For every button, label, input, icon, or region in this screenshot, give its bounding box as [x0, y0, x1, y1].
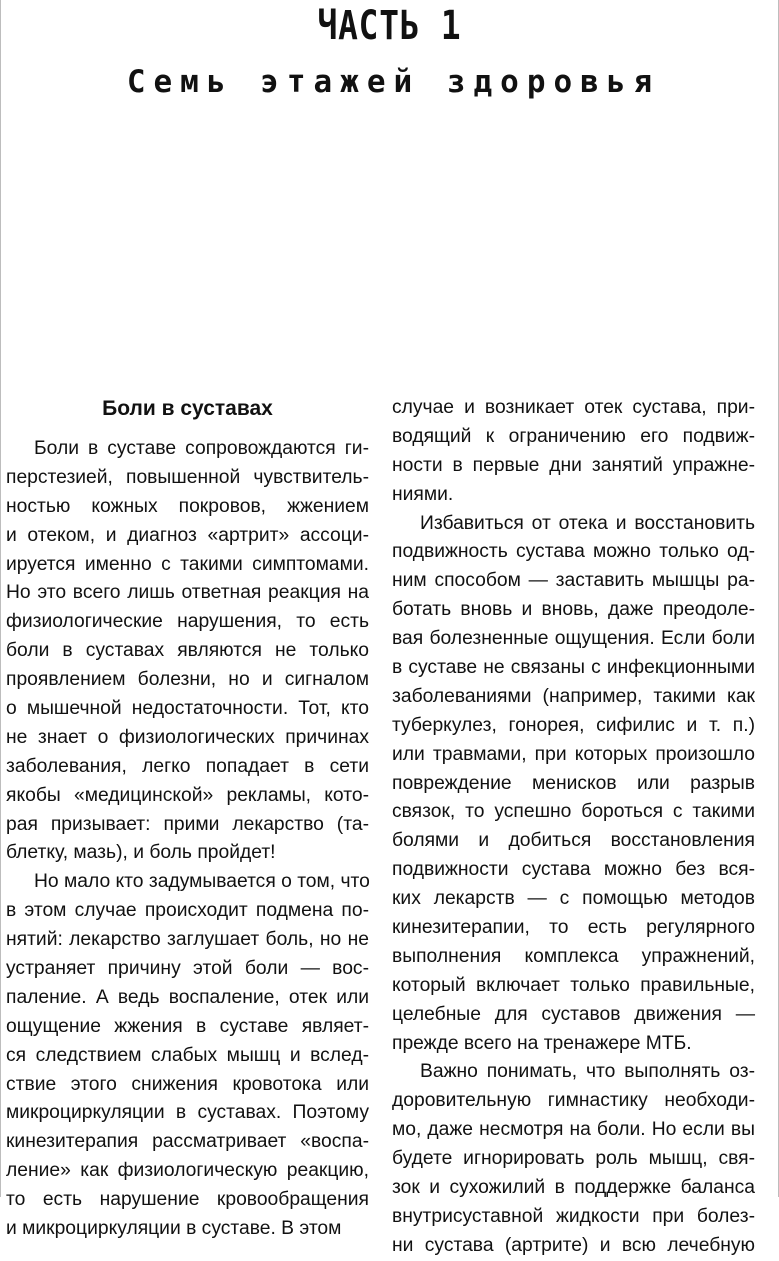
- text-line: случае и возникает отек сустава, при-: [392, 397, 755, 418]
- text-line: и микроциркуляции в суставе. В этом: [6, 1218, 342, 1240]
- left-column: [6, 394, 369, 1244]
- text-line: ним способом — заставить мышцы ра-: [392, 570, 755, 592]
- text-line: ление» как физиологическую реакцию,: [6, 1160, 369, 1182]
- text-line: который включает только правильные,: [392, 974, 755, 996]
- text-line: ни сустава (артрите) и всю лечебную: [392, 1234, 755, 1256]
- text-line: или травмами, при которых произошло: [392, 743, 755, 765]
- text-line: не знает о физиологических причинах: [6, 726, 369, 748]
- text-line: якобы «медицинской» рекламы, кото-: [6, 784, 369, 806]
- right-column: [392, 394, 755, 1261]
- section-heading: Боли в суставах: [102, 397, 273, 420]
- text-line: подвижности сустава можно без вся-: [392, 859, 755, 881]
- text-line: в этом случае происходит подмена по-: [6, 900, 369, 922]
- text-line: кинезитерапия рассматривает «воспа-: [6, 1131, 369, 1153]
- text-line: ируется именно с такими симптомами.: [6, 553, 369, 575]
- text-line: целебные для суставов движения —: [392, 1003, 755, 1025]
- text-line: Но это всего лишь ответная реакция на: [6, 582, 369, 604]
- text-line: прежде всего на тренажере МТБ.: [392, 1032, 692, 1054]
- text-line: выполнения комплекса упражнений,: [392, 945, 755, 967]
- text-line: паление. А ведь воспаление, отек или: [6, 986, 369, 1008]
- part-title: ЧАСТЬ 1: [317, 3, 462, 49]
- text-line: рая призывает: прими лекарство (та-: [6, 813, 369, 835]
- text-line: о мышечной недостаточности. Тот, кто: [6, 698, 369, 720]
- part-subtitle: Семь этажей здоровья: [126, 64, 661, 100]
- text-line: мо, даже несмотря на боли. Но если вы: [392, 1119, 755, 1141]
- text-line: то есть нарушение кровообращения: [6, 1189, 369, 1211]
- text-line: нятий: лекарство заглушает боль, но не: [6, 929, 369, 951]
- text-line: ощущение жжения в суставе являет-: [6, 1015, 369, 1037]
- text-line: Избавиться от отека и восстановить: [420, 512, 755, 534]
- text-line: связок, то успешно бороться с такими: [392, 801, 755, 823]
- text-line: физиологические нарушения, то есть: [6, 611, 369, 633]
- text-line: заболеваниями (например, такими как: [392, 685, 755, 707]
- text-line: доровительную гимнастику необходи-: [392, 1090, 755, 1112]
- text-line: Важно понимать, что выполнять оз-: [420, 1061, 755, 1083]
- text-line: ностью кожных покровов, жжением: [6, 495, 369, 517]
- text-line: в суставе не связаны с инфекционными: [392, 657, 755, 679]
- text-line: Боли в суставе сопровождаются ги-: [34, 438, 369, 459]
- text-line: и отеком, и диагноз «артрит» ассоци-: [6, 524, 369, 546]
- text-line: водящий к ограничению его подвиж-: [392, 425, 755, 447]
- text-line: Но мало кто задумывается о том, что: [34, 871, 370, 893]
- text-line: заболевания, легко попадает в сети: [6, 755, 369, 777]
- text-line: микроциркуляции в суставах. Поэтому: [6, 1102, 369, 1124]
- text-line: боли в суставах являются не только: [6, 640, 369, 662]
- text-line: ности в первые дни занятий упражне-: [392, 454, 755, 476]
- text-line: блетку, мазь), и боль пройдет!: [6, 842, 276, 864]
- text-line: зок и сухожилий в поддержке баланса: [392, 1177, 755, 1199]
- text-line: болями и добиться восстановления: [392, 830, 755, 852]
- text-line: ся следствием слабых мышц и вслед-: [6, 1044, 369, 1066]
- text-line: повреждение менисков или разрыв: [392, 772, 755, 794]
- text-line: кинезитерапии, то есть регулярного: [392, 917, 755, 939]
- text-line: подвижность сустава можно только од-: [392, 541, 755, 563]
- text-line: перстезией, повышенной чувствитель-: [6, 466, 369, 488]
- text-line: ботать вновь и вновь, даже преодоле-: [392, 599, 755, 621]
- left-column-text: [6, 435, 369, 1244]
- text-line: внутрисуставной жидкости при болез-: [392, 1205, 755, 1227]
- text-line: туберкулез, гонорея, сифилис и т. п.): [392, 714, 755, 736]
- right-column-text: [392, 394, 755, 1261]
- text-line: устраняет причину этой боли — вос-: [6, 958, 369, 980]
- text-line: ких лекарств — с помощью методов: [392, 888, 755, 910]
- text-line: ниями.: [392, 483, 454, 505]
- text-line: будете игнорировать роль мышц, свя-: [392, 1148, 755, 1170]
- text-line: ствие этого снижения кровотока или: [6, 1073, 369, 1095]
- text-line: вая болезненные ощущения. Если боли: [392, 628, 755, 650]
- text-line: проявлением болезни, но и сигналом: [6, 669, 369, 691]
